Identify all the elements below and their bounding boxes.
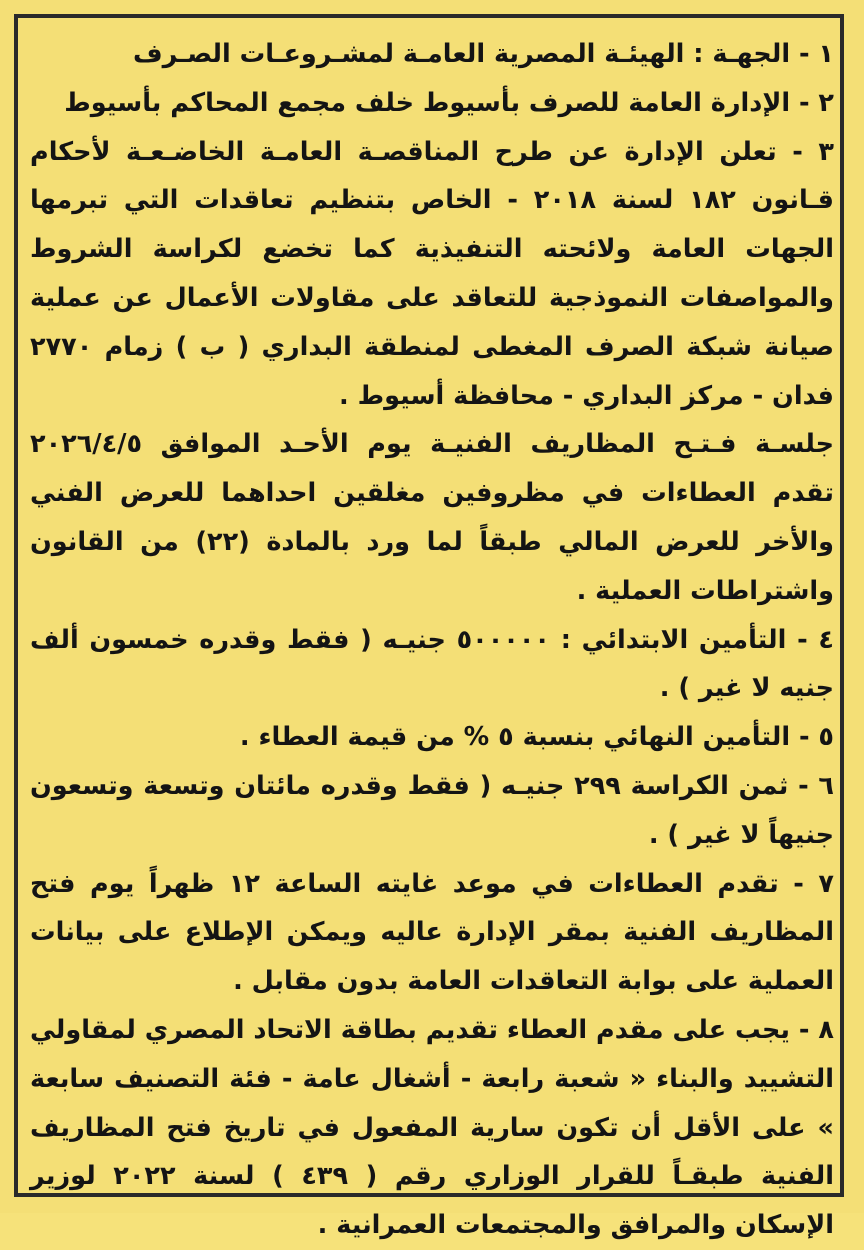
notice-item-3: ٣ - تعلن الإدارة عن طرح المناقصـة العامـة الخاضـعـة لأحكام قـانون ١٨٢ لسنة ٢٠١٨ - الخاص بتنظيم تعاقدات التي تبرمها الجهات العامة ولائحته التنفيذية كما تخضع لكراسة الشروط والمواصفات النموذجية للتعاقد على مقاولات الأعمال عن عملية صيانة شبكة الصرف المغطى لمنطقة البداري ( ب ) زمام ٢٧٧٠ فدان - مركز البداري - محافظة أسيوط . <box>30 136 834 411</box>
notice-item-1: ١ - الجهـة : الهيئـة المصرية العامـة لمشـروعـات الصـرف <box>133 39 834 69</box>
notice-item-6: ٦ - ثمن الكراسة ٢٩٩ جنيـه ( فقط وقدره مائتان وتسعة وتسعون جنيهاً لا غير ) . <box>30 770 834 850</box>
notice-item-8: ٨ - يجب على مقدم العطاء تقديم بطاقة الاتحاد المصري لمقاولي التشييد والبناء « شعبة رابعة - أشغال عامة - فئة التصنيف سابعة » على الأقل أن تكون سارية المفعول في تاريخ فتح المظاريف الفنية طبقـاً للقرار الوزاري رقم ( ٤٣٩ ) لسنة ٢٠٢٢ لوزير الإسكان والمرافق والمجتمعات العمرانية . <box>30 1014 834 1241</box>
notice-item-2: ٢ - الإدارة العامة للصرف بأسيوط خلف مجمع المحاكم بأسيوط <box>64 87 834 118</box>
notice-item-7: ٧ - تقدم العطاءات في موعد غايته الساعة ١٢ ظهراً يوم فتح المظاريف الفنية بمقر الإدارة عاليه ويمكن الإطلاع على بيانات العملية على بوابة التعاقدات العامة بدون مقابل . <box>30 868 834 997</box>
notice-session: جلسـة فـتـح المظاريف الفنيـة يوم الأحـد الموافق ٢٠٢٦/٤/٥ تقدم العطاءات في مظروفين مغلقين احداهما للعرض الفني والأخر للعرض المالي طبقاً لما ورد بالمادة (٢٢) من القانون واشتراطات العملية . <box>30 429 835 606</box>
tender-notice <box>30 30 834 1250</box>
notice-item-5: ٥ - التأمين النهائي بنسبة ٥ % من قيمة العطاء . <box>239 722 834 753</box>
notice-item-4: ٤ - التأمين الابتدائي : ٥٠٠٠٠٠ جنيـه ( فقط وقدره خمسون ألف جنيه لا غير ) . <box>30 624 834 704</box>
